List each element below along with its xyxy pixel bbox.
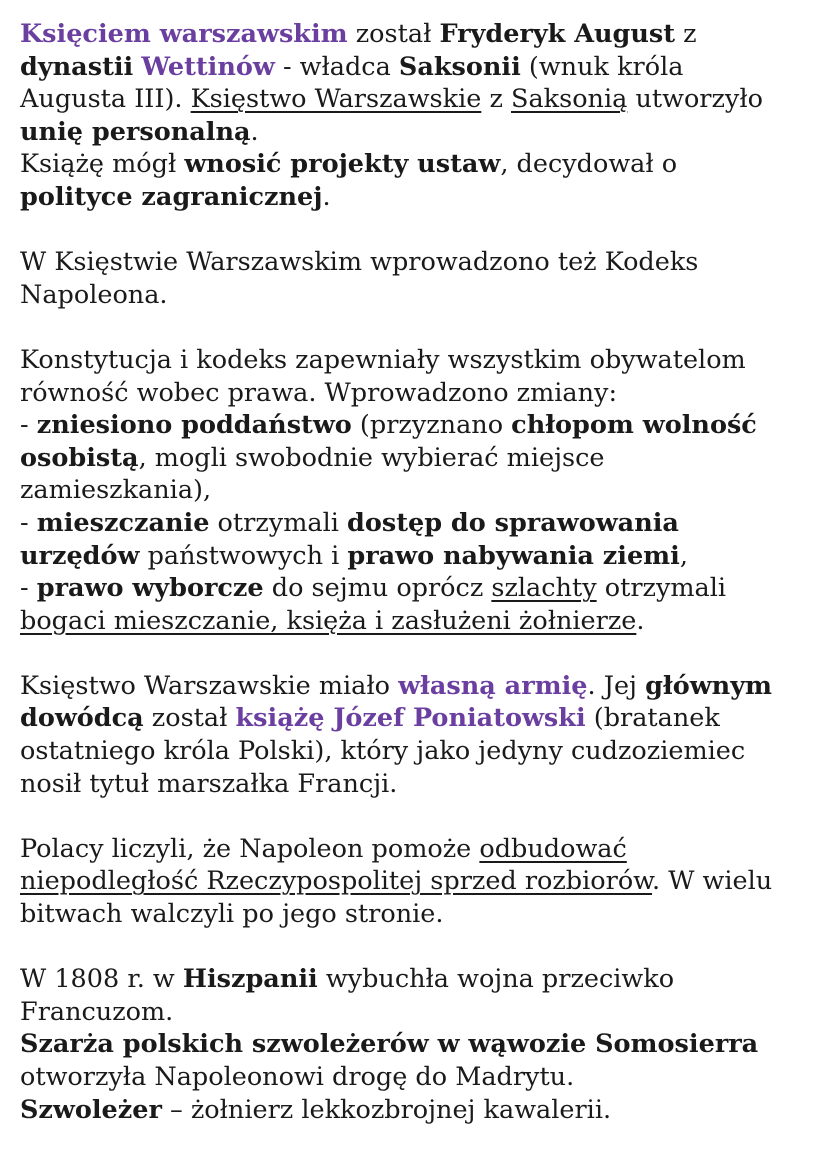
plain-text: , [679,540,688,571]
paragraph [20,344,820,637]
plain-text: . [322,181,331,212]
bold-text: osobistą [20,442,139,473]
plain-text: Książę mógł [20,149,185,180]
document-page [20,18,820,1126]
plain-text: - władca [274,51,399,82]
highlight-text: książę Józef Poniatowski [235,703,586,734]
plain-text: Księstwo Warszawskie miało [20,670,399,701]
plain-text: - [20,410,37,441]
text-line [20,51,820,84]
text-line [20,768,820,801]
plain-text: do sejmu oprócz [263,573,492,604]
text-line [20,865,820,898]
plain-text: nosił tytuł marszałka Francji. [20,768,398,799]
plain-text: wybuchła wojna przeciwko [317,964,675,995]
text-line [20,409,820,442]
text-line [20,148,820,181]
bold-text: prawo nabywania ziemi [347,540,680,571]
bold-text: mieszczanie [36,507,210,538]
plain-text: (bratanek [585,703,720,734]
paragraph-gap [20,637,820,670]
highlight-text: własną armię [398,670,588,701]
text-line [20,279,820,312]
plain-text: z [675,19,697,49]
plain-text: Konstytucja i kodeks zapewniały wszystkim obywatelom [20,344,746,375]
text-line [20,344,820,377]
bold-text: zniesiono poddaństwo [36,410,352,441]
bold-text: polityce zagranicznej [20,181,323,212]
bold-text: prawo wyborcze [36,573,264,604]
plain-text: W Księstwie Warszawskim wprowadzono też Kodeks [20,247,699,278]
bold-text: Saksonii [398,51,521,82]
text-line [20,963,820,996]
text-line [20,1028,820,1061]
highlight-text: Wettinów [141,51,275,82]
bold-text: Hiszpanii [182,964,318,995]
text-line [20,181,820,214]
paragraph [20,670,820,800]
text-line [20,572,820,605]
plain-text: (wnuk króla [520,51,684,82]
text-line [20,898,820,931]
bold-text: dynastii [20,51,134,82]
paragraph-gap [20,931,820,964]
text-line [20,670,820,703]
bold-text: dostęp do sprawowania [347,507,679,538]
plain-text: . [250,116,259,147]
plain-text: bitwach walczyli po jego stronie. [20,899,444,930]
paragraph [20,246,820,311]
paragraph [20,963,820,1126]
text-line [20,1094,820,1127]
plain-text: utworzyło [627,84,763,115]
plain-text: . W wielu [651,866,773,897]
plain-text: zamieszkania), [20,475,212,506]
text-line [20,996,820,1029]
plain-text: - [20,573,37,604]
plain-text: został [347,19,440,49]
paragraph-gap [20,311,820,344]
underlined-text: niepodległość Rzeczypospolitej sprzed rozbiorów [20,866,652,897]
plain-text: otrzymali [209,507,347,538]
paragraph-gap [20,800,820,833]
text-line [20,540,820,573]
plain-text: , decydował o [500,149,678,180]
text-line [20,116,820,149]
plain-text: równość wobec prawa. Wprowadzono zmiany: [20,377,618,408]
underlined-text: Księstwo Warszawskie [190,84,482,115]
underlined-text: odbudować [479,833,627,864]
plain-text: . [636,605,645,636]
text-line [20,18,820,51]
text-line [20,735,820,768]
plain-text: ostatniego króla Polski), który jako jedyny cudzoziemiec [20,736,746,767]
plain-text: został [143,703,236,734]
text-line [20,474,820,507]
bold-text: chłopom wolność [511,410,757,441]
underlined-text: szlachty [491,573,597,604]
plain-text: , mogli swobodnie wybierać miejsce [138,442,605,473]
plain-text: – żołnierz lekkozbrojnej kawalerii. [161,1094,612,1125]
text-line [20,605,820,638]
plain-text: W 1808 r. w [20,964,183,995]
plain-text: Augusta III). [20,84,191,115]
plain-text: Polacy liczyli, że Napoleon pomoże [20,833,480,864]
paragraph-gap [20,214,820,247]
bold-text: wnosić projekty ustaw [184,149,501,180]
text-line [20,833,820,866]
plain-text: Francuzom. [20,996,174,1027]
plain-text: z [481,84,511,115]
text-line [20,507,820,540]
text-line [20,442,820,475]
plain-text: państwowych i [139,540,348,571]
paragraph [20,833,820,931]
paragraph [20,18,820,214]
plain-text: Napoleona. [20,279,168,310]
bold-text: głównym [645,670,773,701]
bold-text: Szarża polskich szwoleżerów w wąwozie Somosierra [20,1029,759,1060]
plain-text: otworzyła Napoleonowi drogę do Madrytu. [20,1062,575,1092]
text-line [20,1061,820,1094]
plain-text: (przyznano [351,410,512,441]
text-line [20,377,820,410]
plain-text: . Jej [587,670,646,701]
plain-text: otrzymali [596,573,727,604]
highlight-text: Księciem warszawskim [20,19,348,49]
underlined-text: bogaci mieszczanie, księża i zasłużeni żołnierze [20,605,637,636]
bold-text: unię personalną [20,116,251,147]
bold-text: Fryderyk August [439,19,676,49]
bold-text: urzędów [20,540,140,571]
bold-text: Szwoleżer [20,1094,162,1125]
text-line [20,246,820,279]
plain-text: - [20,507,37,538]
underlined-text: Saksonią [511,84,628,115]
text-line [20,83,820,116]
text-line [20,702,820,735]
bold-text: dowódcą [20,703,144,734]
